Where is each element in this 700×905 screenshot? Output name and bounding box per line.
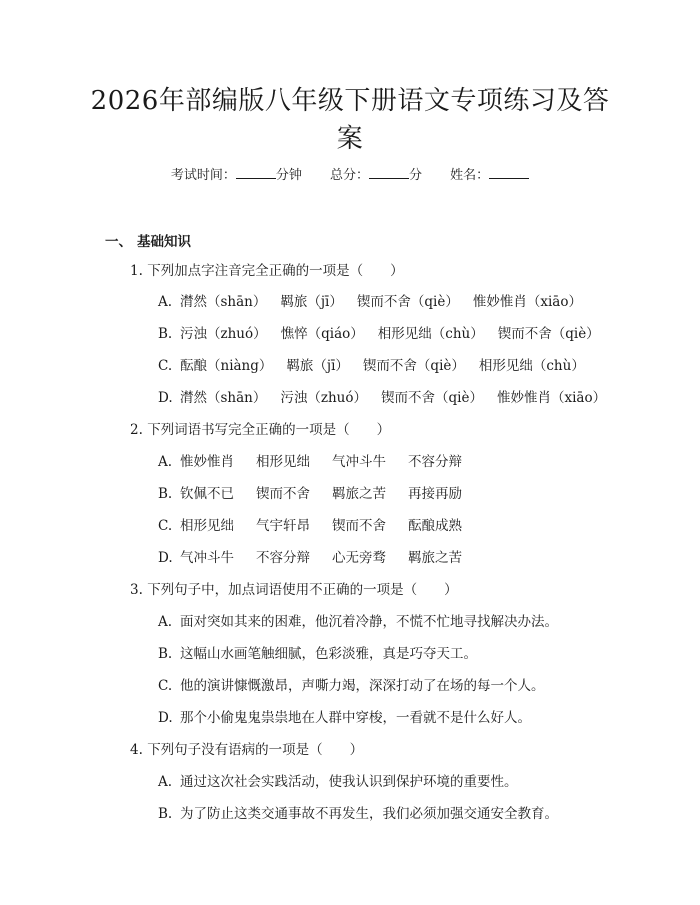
question-1	[130, 261, 404, 281]
option-term: 憔悴（qiáo）	[280, 326, 364, 342]
q3-option-a	[158, 612, 558, 632]
q1-option-a	[158, 292, 582, 312]
option-text: 为了防止这类交通事故不再发生，我们必须加强交通安全教育。	[180, 806, 558, 822]
option-term: 锲而不舍	[256, 486, 310, 502]
q4-option-b	[158, 804, 558, 824]
document-title: 2026年部编版八年级下册语文专项练习及答案	[90, 86, 610, 154]
option-text: 那个小偷鬼鬼祟祟地在人群中穿梭，一看就不是什么好人。	[180, 710, 531, 726]
option-letter: B.	[158, 646, 173, 662]
question-text: 下列句子没有语病的一项是（ ）	[147, 742, 364, 758]
name-label: 姓名：	[450, 168, 490, 183]
option-letter: A.	[158, 774, 173, 790]
q2-option-b	[158, 484, 470, 504]
question-number: 2.	[130, 422, 143, 438]
option-term: 酝酿（niàng）	[180, 358, 273, 374]
option-term: 羁旅之苦	[408, 550, 462, 566]
exam-time	[171, 166, 302, 186]
question-3	[130, 580, 458, 600]
option-term: 羁旅（jī）	[280, 294, 343, 310]
option-term: 羁旅之苦	[332, 486, 386, 502]
score-label: 总分：	[329, 168, 369, 183]
option-letter: C.	[158, 678, 173, 694]
option-term: 惟妙惟肖	[180, 454, 234, 470]
option-term: 不容分辩	[256, 550, 310, 566]
option-letter: D.	[158, 550, 173, 566]
option-term: 污浊（zhuó）	[180, 326, 267, 342]
section-heading	[105, 230, 191, 250]
time-label: 考试时间：	[170, 168, 236, 183]
q3-option-b	[158, 644, 477, 664]
q2-option-c	[158, 516, 470, 536]
option-text: 他的演讲慷慨激昂，声嘶力竭，深深打动了在场的每一个人。	[180, 678, 545, 694]
option-term: 相形见绌	[256, 454, 310, 470]
q3-option-c	[158, 676, 545, 696]
section-number: 一、	[105, 234, 132, 250]
question-text: 下列加点字注音完全正确的一项是（ ）	[147, 263, 404, 279]
option-text: 这幅山水画笔触细腻，色彩淡雅，真是巧夺天工。	[180, 646, 477, 662]
exam-score	[330, 166, 422, 186]
option-term: 气宇轩昂	[256, 518, 310, 534]
score-blank	[369, 166, 409, 179]
option-term: 气冲斗牛	[180, 550, 234, 566]
option-term: 锲而不舍（qiè）	[381, 390, 483, 406]
option-term: 锲而不舍（qiè）	[362, 358, 465, 374]
question-number: 3.	[130, 582, 143, 598]
option-letter: C.	[158, 358, 173, 374]
name-blank	[489, 166, 529, 179]
q4-option-a	[158, 772, 518, 792]
option-term: 惟妙惟肖（xiāo）	[496, 390, 607, 406]
option-term: 锲而不舍（qiè）	[356, 294, 459, 310]
option-term: 潸然（shān）	[180, 390, 267, 406]
option-term: 相形见绌（chù）	[478, 358, 585, 374]
option-term: 锲而不舍（qiè）	[497, 326, 600, 342]
option-letter: D.	[158, 390, 173, 406]
question-2	[130, 420, 390, 440]
option-term: 锲而不舍	[332, 518, 386, 534]
question-number: 1.	[130, 263, 143, 279]
exam-meta	[0, 166, 700, 186]
question-text: 下列句子中，加点词语使用不正确的一项是（ ）	[147, 582, 458, 598]
option-term: 相形见绌（chù）	[377, 326, 484, 342]
option-letter: B.	[158, 486, 173, 502]
question-number: 4.	[130, 742, 143, 758]
option-term: 潸然（shān）	[180, 294, 267, 310]
option-term: 惟妙惟肖（xiāo）	[472, 294, 582, 310]
q3-option-d	[158, 708, 531, 728]
section-title: 基础知识	[137, 234, 191, 250]
option-letter: A.	[158, 614, 173, 630]
q2-option-a	[158, 452, 470, 472]
option-text: 通过这次社会实践活动，使我认识到保护环境的重要性。	[180, 774, 518, 790]
score-unit: 分	[409, 168, 423, 183]
option-term: 气冲斗牛	[332, 454, 386, 470]
option-letter: A.	[158, 454, 173, 470]
question-text: 下列词语书写完全正确的一项是（ ）	[147, 422, 391, 438]
option-term: 不容分辩	[408, 454, 462, 470]
exam-name	[450, 166, 529, 186]
option-term: 酝酿成熟	[408, 518, 462, 534]
option-term: 羁旅（jī）	[286, 358, 349, 374]
q1-option-c	[158, 356, 585, 376]
option-term: 再接再励	[408, 486, 462, 502]
option-term: 相形见绌	[180, 518, 234, 534]
option-letter: A.	[158, 294, 173, 310]
option-letter: D.	[158, 710, 173, 726]
option-term: 心无旁骛	[332, 550, 386, 566]
option-term: 钦佩不已	[180, 486, 234, 502]
option-text: 面对突如其来的困难，他沉着冷静，不慌不忙地寻找解决办法。	[180, 614, 558, 630]
q1-option-b	[158, 324, 600, 344]
option-letter: B.	[158, 326, 173, 342]
time-unit: 分钟	[275, 168, 302, 183]
question-4	[130, 740, 363, 760]
option-term: 污浊（zhuó）	[280, 390, 368, 406]
option-letter: C.	[158, 518, 173, 534]
q1-option-d	[158, 388, 606, 408]
q2-option-d	[158, 548, 470, 568]
option-letter: B.	[158, 806, 173, 822]
time-blank	[236, 166, 276, 179]
